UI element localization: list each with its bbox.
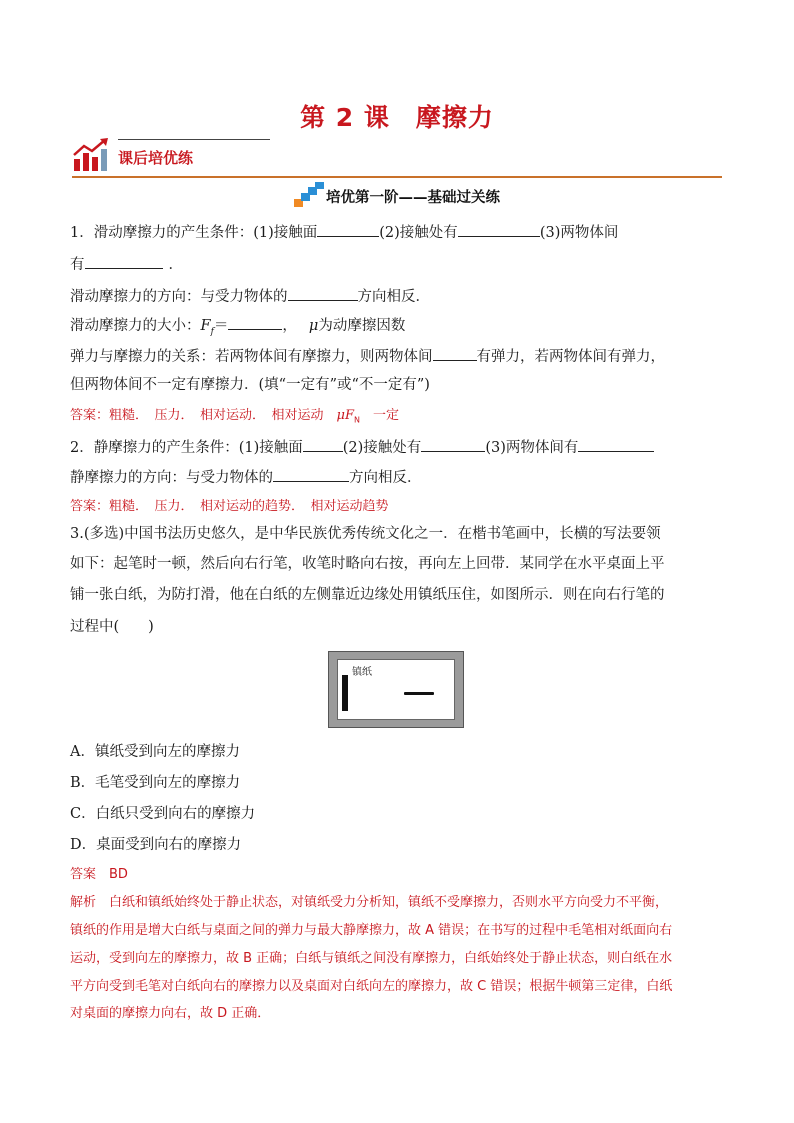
q3-answer: 答案 BD [70, 867, 128, 882]
q1-text: ． [168, 257, 183, 273]
q1-text: (2)接触处有 [379, 225, 458, 241]
header-divider [72, 176, 722, 178]
blank [458, 221, 540, 237]
blank [421, 436, 485, 452]
rising-bar-chart-icon [72, 137, 110, 173]
q3-stem-3: 铺一张白纸，为防打滑，他在白纸的左侧靠近边缘处用镇纸压住，如图所示．则在向右行笔的 [70, 587, 665, 603]
q1-text: 滑动摩擦力的大小： [70, 318, 201, 334]
q1-magnitude [70, 314, 405, 342]
q1-text: ， [282, 318, 297, 334]
q2-line-1 [70, 436, 654, 458]
q3-explanation-4: 平方向受到毛笔对白纸向右的摩擦力以及桌面对白纸向左的摩擦力，故 C 错误；根据牛顿第三定律，白纸 [70, 979, 673, 994]
section-header [72, 133, 722, 181]
blank [273, 466, 349, 482]
answer-text: 答案：粗糙． 压力． 相对运动． 相对运动 [70, 408, 337, 423]
formula-mu: μ [308, 318, 319, 334]
q2-text: (2)接触处有 [342, 440, 422, 456]
q3-explanation-5: 对桌面的摩擦力向右，故 D 正确． [70, 1006, 271, 1021]
q2-text: (3)两物体间有 [485, 440, 579, 456]
q1-text: (3)两物体间 [539, 225, 619, 241]
q1-text: 弹力与摩擦力的关系：若两物体间有摩擦力，则两物体间 [70, 349, 433, 365]
stairs-icon [294, 182, 324, 208]
section-label: 课后培优练 [118, 149, 194, 167]
q2-answer: 答案：粗糙． 压力． 相对运动的趋势． 相对运动趋势 [70, 499, 389, 514]
blank [85, 253, 163, 269]
q2-direction [70, 466, 422, 488]
q1-direction [70, 285, 430, 307]
paperweight-label: 镇纸 [352, 667, 372, 678]
page-title: 第 2 课 摩擦力 [300, 103, 494, 132]
blank [228, 314, 282, 330]
white-paper [337, 659, 455, 720]
q3-explanation-3: 运动，受到向左的摩擦力，故 B 正确；白纸与镇纸之间没有摩擦力，白纸始终处于静止状态，则白纸在水 [70, 951, 673, 966]
q1-relation-2: 但两物体间不一定有摩擦力．(填“一定有”或“不一定有”) [70, 377, 430, 393]
paperweight [342, 675, 348, 711]
blank [317, 221, 379, 237]
q2-text: 2．静摩擦力的产生条件：(1)接触面 [70, 440, 303, 456]
q3-stem-1: 3.(多选)中国书法历史悠久，是中华民族优秀传统文化之一．在楷书笔画中，长横的写法要领 [70, 526, 661, 542]
q3-stem-4: 过程中( ) [70, 619, 154, 635]
q1-text: 有弹力，若两物体间有弹力， [476, 349, 665, 365]
q3-option-b: B．毛笔受到向左的摩擦力 [70, 775, 241, 791]
q3-option-d: D．桌面受到向右的摩擦力 [70, 837, 242, 853]
blank [433, 345, 477, 361]
blank [303, 436, 343, 452]
q1-text: 1．滑动摩擦力的产生条件：(1)接触面 [70, 225, 318, 241]
answer-text: 一定 [359, 408, 399, 423]
q1-relation-1 [70, 345, 665, 367]
q1-text: 方向相反． [357, 289, 430, 305]
q3-explanation-1: 解析 白纸和镇纸始终处于静止状态，对镇纸受力分析知，镇纸不受摩擦力，否则水平方向受力不平衡， [70, 895, 669, 910]
brush-stroke [404, 692, 434, 695]
q2-text: 方向相反． [349, 470, 422, 486]
q1-answer [70, 406, 399, 431]
header-short-rule [118, 139, 270, 140]
q1-line-2 [70, 253, 183, 275]
q1-line-1 [70, 221, 618, 243]
blank [578, 436, 654, 452]
q3-option-c: C．白纸只受到向右的摩擦力 [70, 806, 256, 822]
q3-stem-2: 如下：起笔时一顿，然后向右行笔，收笔时略向右按，再向左上回带．某同学在水平桌面上平 [70, 556, 665, 572]
formula-sub: N [353, 415, 360, 425]
formula-sub: f [210, 326, 214, 337]
formula-var: F [200, 318, 211, 334]
q3-explanation-2: 镇纸的作用是增大白纸与桌面之间的弹力与最大静摩擦力，故 A 错误；在书写的过程中毛笔相对纸面向右 [70, 923, 673, 938]
formula-var: μF [336, 408, 354, 423]
q1-text: 滑动摩擦力的方向：与受力物体的 [70, 289, 288, 305]
q1-text: ＝ [213, 318, 229, 334]
subsection-label: 培优第一阶——基础过关练 [326, 190, 500, 206]
subsection-header [0, 186, 794, 214]
q3-option-a: A．镇纸受到向左的摩擦力 [70, 744, 240, 760]
q2-text: 静摩擦力的方向：与受力物体的 [70, 470, 273, 486]
q1-text: 为动摩擦因数 [318, 318, 406, 334]
q1-text: 有 [70, 257, 85, 273]
paperweight-figure [328, 651, 464, 728]
blank [288, 285, 358, 301]
